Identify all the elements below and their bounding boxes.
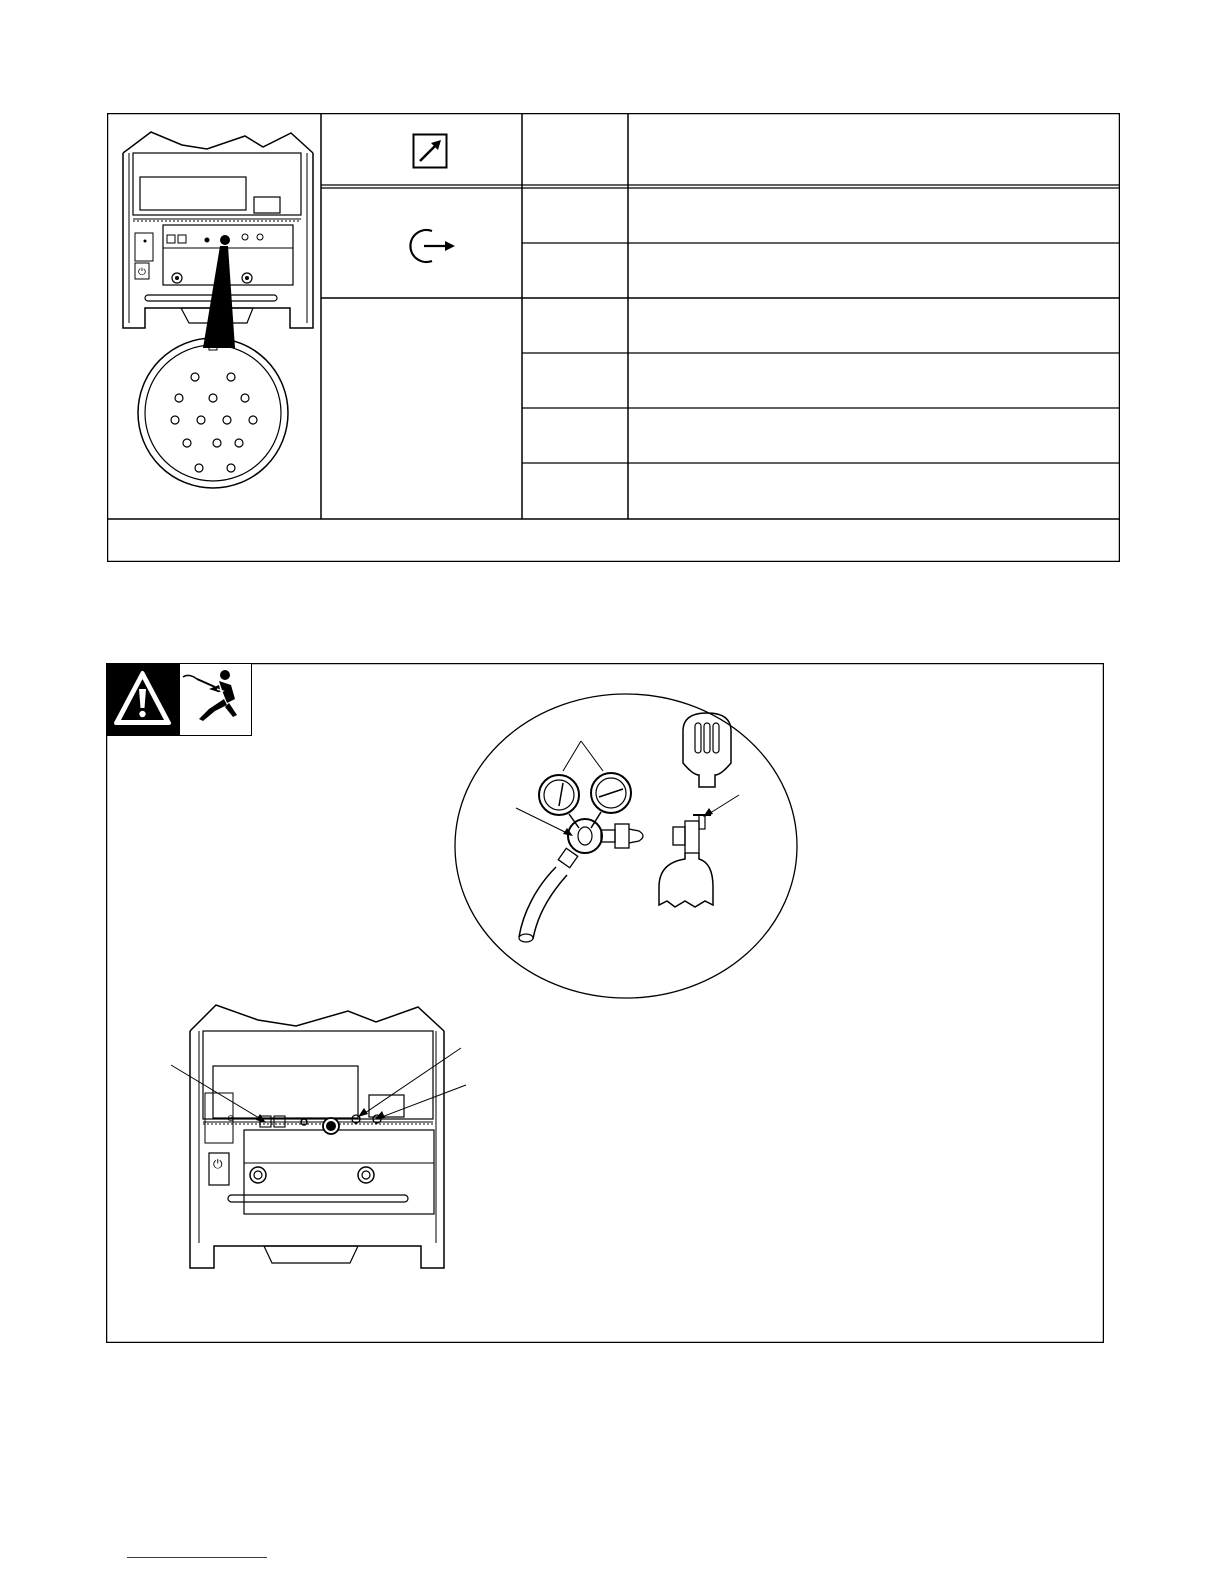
warning-triangle-icon [106, 663, 179, 736]
svg-text:⊘: ⊘ [227, 1114, 235, 1124]
svg-text:⏻: ⏻ [138, 267, 146, 278]
receptacle-table [107, 113, 1120, 562]
footer-link-rule[interactable] [127, 1557, 267, 1558]
output-contactor-icon [402, 226, 458, 266]
regulator-flowmeter-detail [451, 691, 801, 1003]
unit-front-panel-illustration [166, 998, 586, 1278]
svg-text:⏻: ⏻ [213, 1157, 223, 1171]
gas-connection-panel [106, 663, 1104, 1343]
remote-receptacle-illustration [115, 123, 315, 508]
electric-shock-icon [179, 663, 252, 736]
remote-control-arrow-icon [412, 133, 448, 169]
